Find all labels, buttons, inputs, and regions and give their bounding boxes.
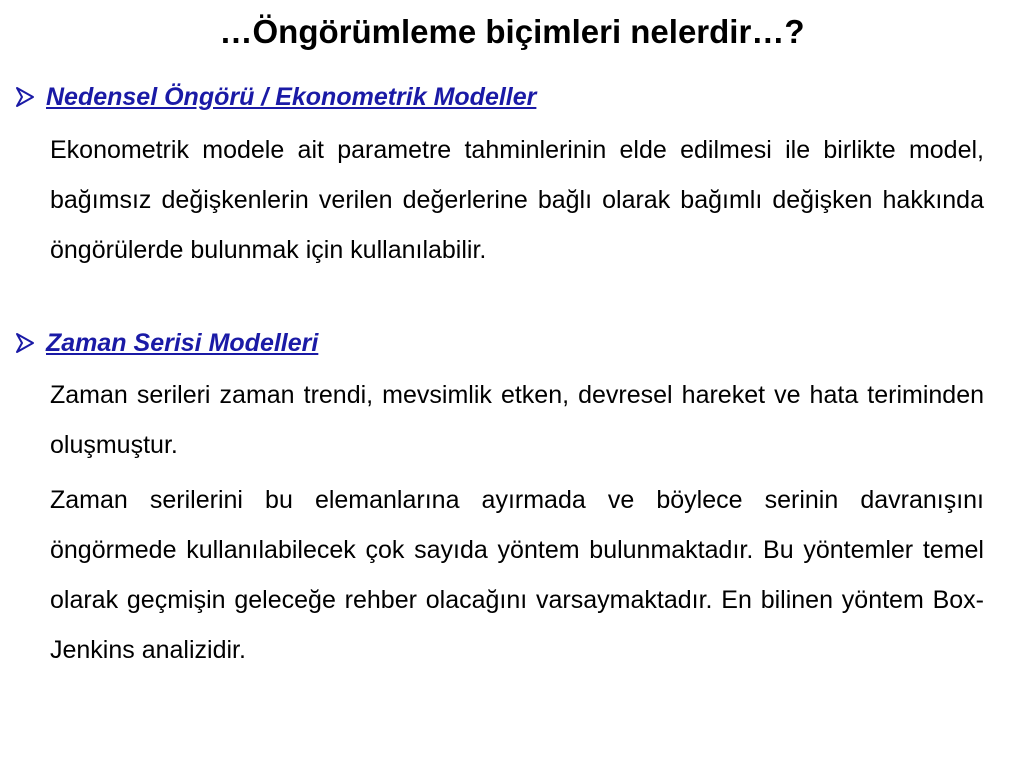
section-heading-row-causal <box>14 80 536 114</box>
paragraph-time-series-methods: Zaman serilerini bu elemanlarına ayırmada ve böylece serinin davranışını öngörmede kullanılabilecek çok sayıda yöntem bulunmaktadır. Bu yöntemler temel olarak geçmişin geleceğe rehber olacağını varsaymaktadır. En bilinen yöntem Box-Jenkins analizidir. <box>50 486 984 664</box>
section-heading-row-time-series <box>14 326 318 360</box>
paragraph-time-series-components: Zaman serileri zaman trendi, mevsimlik etken, devresel hareket ve hata teriminden oluşmuştur. <box>50 381 984 459</box>
paragraph-econometric-models: Ekonometrik modele ait parametre tahminlerinin elde edilmesi ile birlikte model, bağımsız değişkenlerin verilen değerlerine bağlı olarak bağımlı değişken hakkında öngörülerde bulunmak için kullanılabilir. <box>50 136 984 264</box>
arrow-bullet-icon <box>14 329 46 357</box>
heading-link-causal-econometric[interactable]: Nedensel Öngörü / Ekonometrik Modeller <box>46 83 537 111</box>
heading-link-time-series-models[interactable]: Zaman Serisi Modelleri <box>46 329 319 357</box>
arrow-bullet-icon <box>14 83 46 111</box>
slide-title: …Öngörümleme biçimleri nelerdir…? <box>219 13 805 50</box>
